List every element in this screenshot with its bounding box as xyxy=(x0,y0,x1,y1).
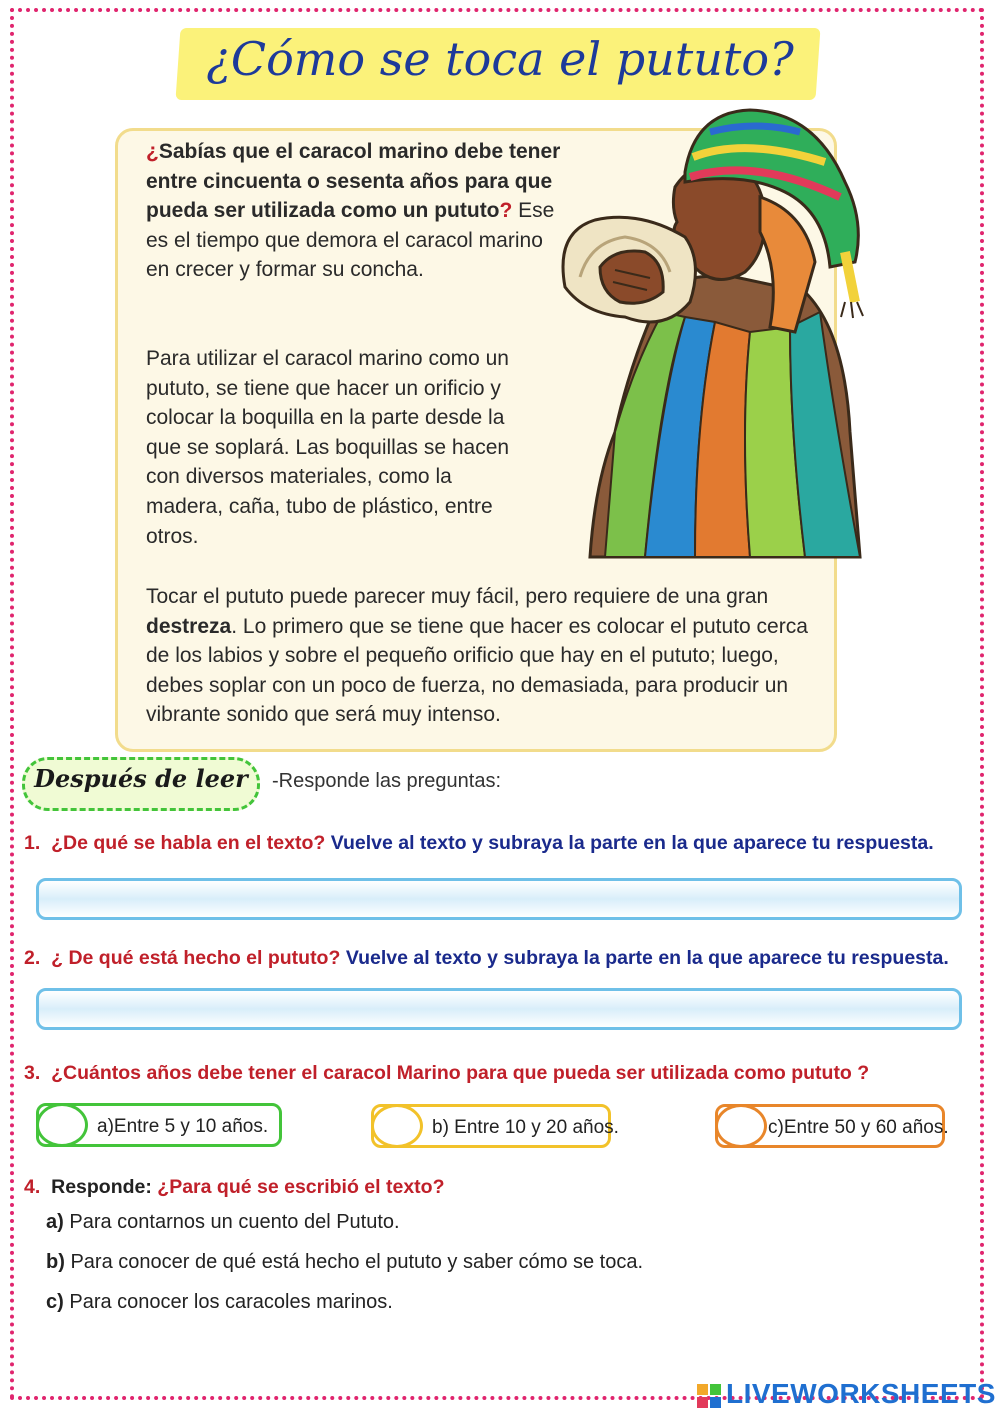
paragraph-1-rest: Ese es el tiempo que demora el caracol marino en crecer y formar su concha. xyxy=(146,199,555,282)
choice-b-text: Para conocer de qué está hecho el pututo y saber cómo se toca. xyxy=(70,1251,644,1273)
question-4-number: 4. xyxy=(24,1176,41,1198)
option-b[interactable] xyxy=(371,1104,619,1148)
option-b-label: b) Entre 10 y 20 años. xyxy=(432,1117,619,1138)
after-reading-label: Después de leer xyxy=(34,764,248,793)
choice-b-letter: b) xyxy=(46,1251,65,1273)
choice-c[interactable] xyxy=(46,1291,393,1314)
paragraph-3-bold: destreza xyxy=(146,614,232,638)
choice-a[interactable] xyxy=(46,1211,400,1234)
paragraph-3 xyxy=(146,582,826,730)
question-3 xyxy=(24,1062,869,1085)
paragraph-1-bold: Sabías que el caracol marino debe tener entre cincuenta o sesenta años para que pueda ser utilizada como un pututo xyxy=(146,140,561,223)
question-3-text: ¿Cuántos años debe tener el caracol Marino para que pueda ser utilizada como pututo ? xyxy=(51,1062,870,1084)
paragraph-2: Para utilizar el caracol marino como un pututo, se tiene que hacer un orificio y colocar la boquilla en la parte desde la que se soplará. Las boquillas se hacen con diversos materiales, como la madera, caña, tubo de plástico, entre otros. xyxy=(146,347,510,548)
paragraph-3-rest: . Lo primero que se tiene que hacer es colocar el pututo cerca de los labios y sobre el pequeño orificio que hay en el pututo; luego, debes soplar con un poco de fuerza, no demasiada, para producir un vibrante sonido que será muy intenso. xyxy=(146,614,808,727)
option-a[interactable] xyxy=(36,1103,282,1147)
question-2-instruction: Vuelve al texto y subraya la parte en la que aparece tu respuesta. xyxy=(345,947,949,969)
paragraph-1 xyxy=(146,137,566,285)
andean-man-blowing-pututo-icon xyxy=(545,102,890,562)
option-c-bubble[interactable] xyxy=(715,1104,767,1148)
question-mark-close: ? xyxy=(499,199,513,223)
question-4-text: ¿Para qué se escribió el texto? xyxy=(157,1176,445,1198)
answer-field-1[interactable] xyxy=(36,878,962,920)
question-4 xyxy=(24,1176,444,1199)
liveworksheets-logo-icon xyxy=(696,1383,722,1409)
option-a-bubble[interactable] xyxy=(36,1103,88,1147)
choice-a-letter: a) xyxy=(46,1211,64,1233)
question-mark-open: ¿ xyxy=(146,140,159,163)
option-a-label: a)Entre 5 y 10 años. xyxy=(97,1116,269,1137)
option-c-label: c)Entre 50 y 60 años. xyxy=(768,1117,949,1138)
choice-c-text: Para conocer los caracoles marinos. xyxy=(69,1291,393,1313)
question-2-number: 2. xyxy=(24,947,41,969)
question-2 xyxy=(24,947,949,970)
question-3-number: 3. xyxy=(24,1062,41,1084)
page-title: ¿Cómo se toca el pututo? xyxy=(206,32,794,86)
question-1-text: ¿De qué se habla en el texto? xyxy=(51,832,326,854)
footer-brand[interactable]: LIVEWORKSHEETS xyxy=(726,1378,996,1409)
choice-b[interactable] xyxy=(46,1251,643,1274)
question-2-text: ¿ De qué está hecho el pututo? xyxy=(51,947,341,969)
question-1 xyxy=(24,832,934,855)
option-b-bubble[interactable] xyxy=(371,1104,423,1148)
option-c[interactable] xyxy=(715,1104,949,1148)
answer-field-2[interactable] xyxy=(36,988,962,1030)
question-1-instruction: Vuelve al texto y subraya la parte en la que aparece tu respuesta. xyxy=(330,832,934,854)
choice-a-text: Para contarnos un cuento del Pututo. xyxy=(69,1211,400,1233)
paragraph-3-start: Tocar el pututo puede parecer muy fácil, pero requiere de una gran xyxy=(146,585,769,608)
choice-c-letter: c) xyxy=(46,1291,64,1313)
after-reading-instruction: -Responde las preguntas: xyxy=(272,770,502,792)
question-1-number: 1. xyxy=(24,832,41,854)
question-4-prefix: Responde: xyxy=(51,1176,152,1198)
